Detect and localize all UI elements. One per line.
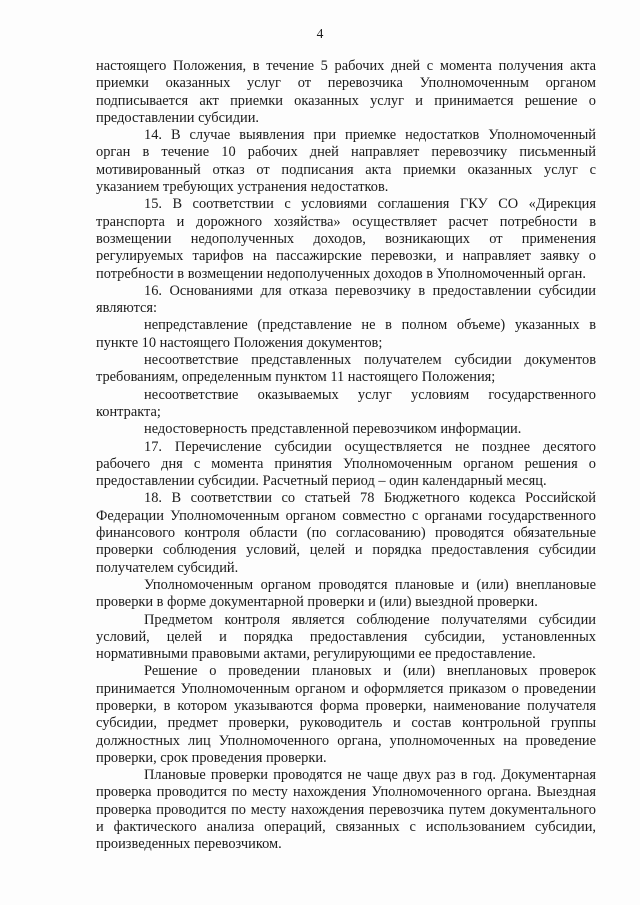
paragraph-control-subject: Предметом контроля является соблюдение получателями субсидии условий, целей и порядка предоставления субсидии, установленных нормативными правовыми актами, регулирующими ее предоставление.	[96, 611, 596, 663]
refusal-ground-2: несоответствие представленных получателем субсидии документов требованиям, определенным пунктом 11 настоящего Положения;	[96, 352, 596, 386]
paragraph-16: 16. Основаниями для отказа перевозчику в предоставлении субсидии являются:	[96, 282, 596, 317]
document-body	[96, 58, 596, 854]
paragraph-inspection-decision: Решение о проведении плановых и (или) внеплановых проверок принимается Уполномоченным органом и оформляется приказом о проведении проверки, в котором указываются форма проверки, наименование получателя субсидии, предмет проверки, руководитель и состав контрольной группы должностных лиц Уполномоченного органа, уполномоченных на проведение проверки, срок проведения проверки.	[96, 663, 596, 766]
refusal-ground-4: недостоверность представленной перевозчиком информации.	[144, 421, 522, 438]
paragraph-17: 17. Перечисление субсидии осуществляется не позднее десятого рабочего дня с момента принятия Уполномоченным органом решения о предоставлении субсидии. Расчетный период – один календарный месяц.	[96, 438, 596, 490]
paragraph-15: 15. В соответствии с условиями соглашения ГКУ СО «Дирекция транспорта и дорожного хозяйства» осуществляет расчет потребности в возмещении недополученных доходов, возникающих от применения регулируемых тарифов на пассажирские перевозки, и направляет заявку о потребности в возмещении недополученных доходов в Уполномоченный орган.	[96, 196, 596, 282]
refusal-ground-3: несоответствие оказываемых услуг условиям государственного контракта;	[96, 386, 596, 420]
refusal-ground-1: непредставление (представление не в полном объеме) указанных в пункте 10 настоящего Положения документов;	[96, 317, 596, 351]
paragraph-scheduled-inspections: Плановые проверки проводятся не чаще двух раз в год. Документарная проверка проводится по месту нахождения Уполномоченного органа. Выездная проверка проводится по месту нахождения перевозчика путем документального и фактического анализа операций, связанных с использованием субсидии, произведенных перевозчиком.	[96, 767, 596, 853]
paragraph-continuation: настоящего Положения, в течение 5 рабочих дней с момента получения акта приемки оказанных услуг от перевозчика Уполномоченным органом подписывается акт приемки оказанных услуг и принимается решение о предоставлении субсидии.	[96, 58, 596, 126]
paragraph-14: 14. В случае выявления при приемке недостатков Уполномоченный орган в течение 10 рабочих дней направляет перевозчику письменный мотивированный отказ от подписания акта приемки оказанных услуг с указанием требующих устранения недостатков.	[96, 127, 596, 196]
page-number: 4	[316, 26, 324, 41]
paragraph-18: 18. В соответствии со статьей 78 Бюджетного кодекса Российской Федерации Уполномоченным органом совместно с органами государственного финансового контроля области (по согласованию) проводятся обязательные проверки соблюдения условий, целей и порядка предоставления субсидии получателем субсидий.	[96, 490, 596, 576]
paragraph-inspection-types: Уполномоченным органом проводятся плановые и (или) внеплановые проверки в форме документарной проверки и (или) выездной проверки.	[96, 576, 596, 611]
